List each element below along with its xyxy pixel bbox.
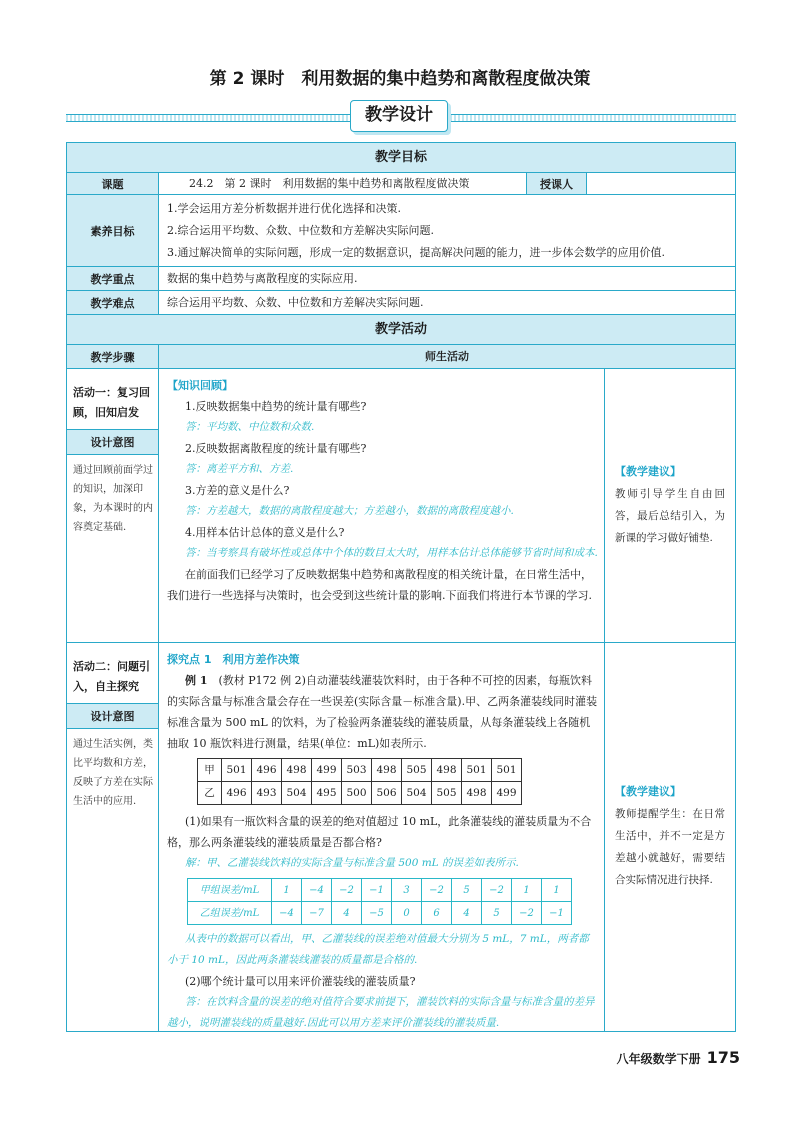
topic-row	[67, 173, 735, 195]
suggestion-heading: 【教学建议】	[615, 785, 681, 798]
literacy-item: 2.综合运用平均数、众数、中位数和方差解决实际问题.	[167, 224, 434, 237]
answer: 答：离差平方和、方差.	[185, 463, 294, 475]
table-cell: −5	[362, 902, 392, 925]
question: 4.用样本估计总体的意义是什么?	[185, 526, 345, 539]
table-cell: 501	[462, 759, 492, 782]
table-cell: −2	[482, 879, 512, 902]
table-row	[198, 782, 522, 805]
table-cell: 501	[222, 759, 252, 782]
table-cell: −1	[542, 902, 572, 925]
steps-header-row	[67, 345, 735, 369]
question: (1)如果有一瓶饮料含量的误差的绝对值超过 10 mL，此条灌装线的灌装质量为不合格，那么两条灌装线的灌装质量是否都合格?	[167, 815, 592, 849]
teacher-label: 授课人	[527, 173, 587, 194]
error-table	[187, 878, 572, 925]
difficulty-row	[67, 291, 735, 315]
table-cell: 498	[462, 782, 492, 805]
activity-1-design-heading: 设计意图	[67, 429, 158, 455]
activity-heading: 教学活动	[67, 315, 735, 345]
table-cell: 1	[542, 879, 572, 902]
table-cell: −1	[362, 879, 392, 902]
table-cell: −2	[422, 879, 452, 902]
suggestion-text: 教师引导学生自由回答，最后总结引入，为新课的学习做好铺垫.	[615, 487, 725, 544]
activity-1-suggestion	[605, 369, 735, 642]
table-cell: 5	[452, 879, 482, 902]
book-title: 八年级数学下册	[616, 1052, 701, 1066]
table-cell: 503	[342, 759, 372, 782]
section-banner: 教学设计	[350, 100, 448, 132]
table-cell: 4	[332, 902, 362, 925]
table-cell: −2	[332, 879, 362, 902]
answer: 答：平均数、中位数和众数.	[185, 421, 315, 433]
solution-intro: 解：甲、乙灌装线饮料的实际含量与标准含量 500 mL 的误差如表所示.	[185, 857, 519, 869]
difficulty-value: 综合运用平均数、众数、中位数和方差解决实际问题.	[167, 296, 424, 309]
table-cell: 1	[512, 879, 542, 902]
table-cell: 0	[392, 902, 422, 925]
table-cell: 506	[372, 782, 402, 805]
lesson-plan-table	[66, 142, 736, 1032]
volume-table	[197, 758, 522, 805]
topic-label: 课题	[67, 173, 159, 194]
table-cell: 499	[312, 759, 342, 782]
suggestion-heading: 【教学建议】	[615, 464, 681, 478]
activity-1-name: 活动一：复习回顾，旧知启发	[73, 386, 150, 419]
table-cell: 3	[392, 879, 422, 902]
question: 1.反映数据集中趋势的统计量有哪些?	[185, 400, 367, 413]
activity-1-design-text: 通过回顾前面学过的知识，加深印象，为本课时的内容奠定基础.	[73, 465, 153, 533]
question: 3.方差的意义是什么?	[185, 484, 290, 497]
activity-2-sidebar	[67, 643, 159, 1031]
table-cell: −4	[302, 879, 332, 902]
literacy-row	[67, 195, 735, 267]
table-cell: 500	[342, 782, 372, 805]
activity-2-row	[67, 643, 735, 1031]
activity-2-design-heading: 设计意图	[67, 703, 158, 729]
answer: 答：当考察具有破坏性或总体中个体的数目太大时，用样本估计总体能够节省时间和成本.	[185, 547, 598, 559]
activity-1-sidebar	[67, 369, 159, 642]
table-cell: 505	[432, 782, 462, 805]
table-cell: 505	[402, 759, 432, 782]
table-cell: 498	[282, 759, 312, 782]
table-row	[188, 902, 572, 925]
literacy-item: 1.学会运用方差分析数据并进行优化选择和决策.	[167, 202, 401, 215]
question: (2)哪个统计量可以用来评价灌装线的灌装质量?	[185, 975, 416, 988]
activity-2-content	[159, 643, 605, 1031]
activity-2-design-text: 通过生活实例，类比平均数和方差，反映了方差在实际生活中的应用.	[73, 739, 153, 807]
focus-row	[67, 267, 735, 291]
table-row	[198, 759, 522, 782]
table-cell: 504	[402, 782, 432, 805]
table-cell: 498	[432, 759, 462, 782]
table-cell: 5	[482, 902, 512, 925]
table-cell: −4	[272, 902, 302, 925]
row-label: 甲	[198, 759, 222, 782]
table-cell: 1	[272, 879, 302, 902]
focus-value: 数据的集中趋势与离散程度的实际应用.	[167, 272, 358, 285]
difficulty-label: 教学难点	[67, 291, 159, 314]
table-cell: 4	[452, 902, 482, 925]
table-cell: 496	[252, 759, 282, 782]
example-paragraph	[167, 670, 598, 754]
table-row	[188, 879, 572, 902]
table-cell: 499	[492, 782, 522, 805]
solution-conclusion: 从表中的数据可以看出，甲、乙灌装线的误差绝对值最大分别为 5 mL，7 mL，两者都小于 10 mL，因此两条灌装线灌装的质量都是合格的.	[167, 933, 589, 966]
table-cell: 496	[222, 782, 252, 805]
table-cell: 495	[312, 782, 342, 805]
table-cell: 6	[422, 902, 452, 925]
teacher-student-label: 师生活动	[425, 350, 469, 363]
answer: 答：在饮料含量的误差的绝对值符合要求前提下，灌装饮料的实际含量与标准含量的差异越小，说明灌装线的质量越好.因此可以用方差来评价灌装线的灌装质量.	[167, 996, 595, 1029]
teacher-value[interactable]	[587, 173, 735, 194]
page-footer	[590, 1048, 740, 1067]
page-title: 第 2 课时 利用数据的集中趋势和离散程度做决策	[209, 69, 591, 89]
table-cell: −7	[302, 902, 332, 925]
activity-2-name: 活动二：问题引入，自主探究	[73, 660, 150, 693]
review-heading: 【知识回顾】	[167, 379, 233, 392]
steps-label: 教学步骤	[67, 345, 159, 368]
focus-label: 教学重点	[67, 267, 159, 290]
row-label: 乙组误差/mL	[188, 902, 272, 925]
row-label: 乙	[198, 782, 222, 805]
activity-2-suggestion	[605, 643, 735, 1031]
literacy-label: 素养目标	[67, 195, 159, 266]
intro-paragraph: 在前面我们已经学习了反映数据集中趋势和离散程度的相关统计量，在日常生活中，我们进行一些选择与决策时，也会受到这些统计量的影响.下面我们将进行本节课的学习.	[167, 568, 592, 602]
table-cell: −2	[512, 902, 542, 925]
answer: 答：方差越大，数据的离散程度越大；方差越小，数据的离散程度越小.	[185, 505, 514, 517]
table-cell: 501	[492, 759, 522, 782]
topic-value: 24.2 第 2 课时 利用数据的集中趋势和离散程度做决策	[159, 173, 527, 194]
example-label: 例 1	[185, 674, 208, 687]
suggestion-text: 教师提醒学生：在日常生活中，并不一定是方差越小就越好，需要结合实际情况进行抉择.	[615, 808, 725, 886]
table-cell: 493	[252, 782, 282, 805]
example-text: (教材 P172 例 2)自动灌装线灌装饮料时，由于各种不可控的因素，每瓶饮料的实际含量与标准含量会存在一些误差(实际含量－标准含量).甲、乙两条灌装线同时灌装标准含量为 500 mL 的饮料，为了检验两条灌装线的灌装质量，从每条灌装线上各随机抽取 10 瓶饮料进行测量，结果(单位：mL)如表所示.	[167, 674, 598, 750]
page-number: 175	[706, 1048, 740, 1067]
explore-heading: 探究点 1 利用方差作决策	[167, 653, 300, 666]
table-cell: 498	[372, 759, 402, 782]
goals-heading: 教学目标	[67, 143, 735, 173]
literacy-list	[159, 195, 735, 266]
row-label: 甲组误差/mL	[188, 879, 272, 902]
activity-1-content	[159, 369, 605, 642]
table-cell: 504	[282, 782, 312, 805]
question: 2.反映数据离散程度的统计量有哪些?	[185, 442, 367, 455]
literacy-item: 3.通过解决简单的实际问题，形成一定的数据意识，提高解决问题的能力，进一步体会数学的应用价值.	[167, 246, 665, 259]
activity-1-row	[67, 369, 735, 643]
